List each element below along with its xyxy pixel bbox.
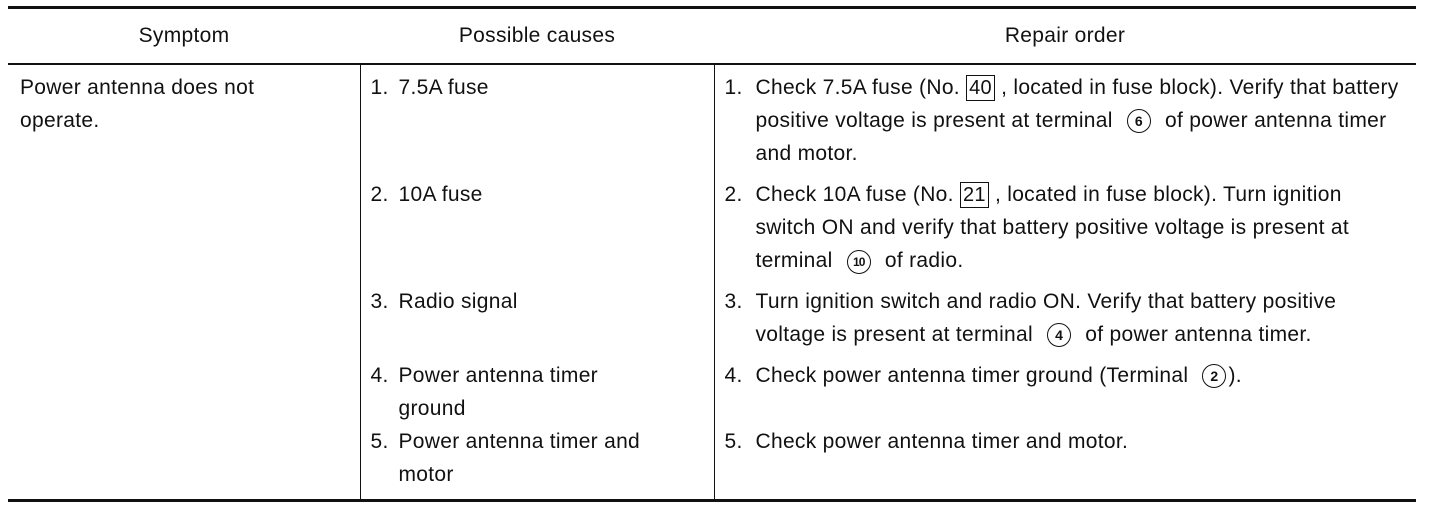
repair-text-part: of power antenna timer.: [1085, 323, 1312, 346]
cause-text: 10A fuse: [398, 183, 483, 206]
cause-text: Radio signal: [398, 290, 518, 313]
repair-text-part: of radio.: [884, 249, 964, 272]
repair-item: [725, 178, 1407, 277]
repair-text-part: ).: [1228, 364, 1242, 387]
cause-text: Power antenna timer ground: [398, 364, 598, 420]
cause-number: 4.: [370, 364, 389, 387]
repair-item: [725, 285, 1407, 351]
cause-item: [371, 425, 704, 491]
cause-number: 3.: [370, 290, 389, 313]
terminal-circle: 6: [1127, 109, 1151, 133]
repair-cell: [714, 64, 1416, 178]
repair-cell: [714, 359, 1416, 501]
header-symptom: Symptom: [8, 8, 360, 65]
cause-number: 2.: [370, 183, 389, 206]
repair-text-part: Check 7.5A fuse (No.: [755, 76, 960, 99]
repair-text-part: of power antenna timer and motor.: [755, 109, 1387, 165]
repair-text-part: , located in fuse block). Turn ignition switch ON and verify that battery positive voltage is present at terminal: [755, 183, 1349, 272]
fuse-ref-box: 40: [966, 75, 995, 101]
repair-cell: [714, 285, 1416, 359]
header-repair-order: Repair order: [714, 8, 1416, 65]
cause-number: 5.: [370, 430, 389, 453]
repair-number: 4.: [724, 364, 743, 387]
repair-text: [756, 359, 1407, 392]
repair-number: 5.: [724, 430, 743, 453]
symptom-text: Power antenna does not operate.: [20, 76, 255, 132]
cause-cell: [360, 64, 714, 178]
table-header-row: [8, 8, 1416, 65]
repair-text: Check power antenna timer and motor.: [755, 430, 1129, 453]
cause-cell: [360, 178, 714, 285]
fuse-ref-box: 21: [960, 182, 989, 208]
repair-item: [725, 359, 1407, 425]
diagnosis-table: [8, 6, 1416, 502]
terminal-circle: 2: [1202, 364, 1226, 388]
table-row: [8, 64, 1416, 178]
cause-item: [371, 71, 704, 104]
repair-cell: [714, 178, 1416, 285]
symptom-cell: [8, 64, 360, 501]
cause-text: Power antenna timer and motor: [398, 430, 641, 486]
cause-cell: [360, 285, 714, 359]
cause-text: 7.5A fuse: [398, 76, 489, 99]
repair-number: 1.: [724, 76, 743, 99]
cause-cell: [360, 359, 714, 501]
header-possible-causes: Possible causes: [360, 8, 714, 65]
repair-number: 2.: [724, 183, 743, 206]
repair-text-part: Check power antenna timer ground (Terminal: [755, 364, 1189, 387]
diagnosis-sheet: [8, 6, 1416, 502]
repair-text: [756, 285, 1407, 351]
repair-text-part: , located in fuse block). Verify that battery positive voltage is present at terminal: [755, 76, 1399, 132]
repair-text: [756, 71, 1407, 170]
repair-item: [725, 71, 1407, 170]
cause-number: 1.: [370, 76, 389, 99]
cause-item: [371, 285, 704, 318]
repair-number: 3.: [724, 290, 743, 313]
repair-item: [725, 425, 1407, 458]
repair-text-part: Check 10A fuse (No.: [755, 183, 954, 206]
cause-item: [371, 359, 704, 425]
terminal-circle: 10: [847, 250, 871, 274]
terminal-circle: 4: [1047, 323, 1071, 347]
repair-text: [756, 178, 1407, 277]
repair-text-part: Turn ignition switch and radio ON. Verify that battery positive voltage is present at terminal: [755, 290, 1337, 346]
cause-item: [371, 178, 704, 211]
